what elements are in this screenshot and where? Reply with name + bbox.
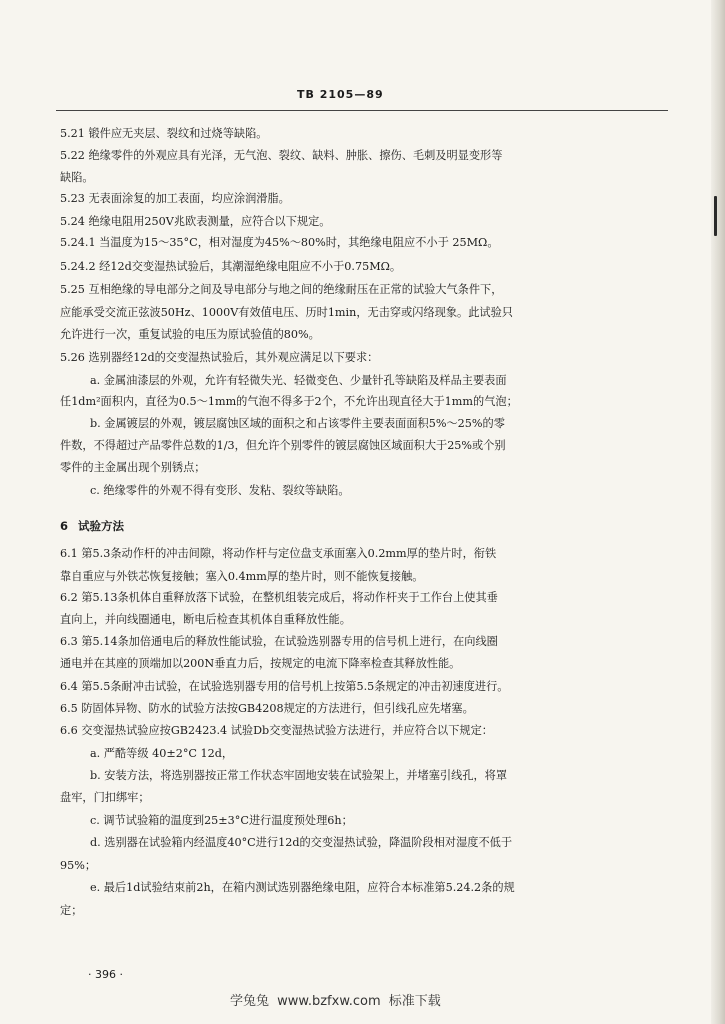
clause5-line: 5.25 互相绝缘的导电部分之间及导电部分与地之间的绝缘耐压在正常的试验大气条件下， (60, 283, 503, 296)
clause5-line: 5.24 绝缘电阻用250V兆欧表测量，应符合以下规定。 (60, 215, 331, 228)
clause6-line: 6.1 第5.3条动作杆的冲击间隙，将动作杆与定位盘支承面塞入0.2mm厚的垫片时，衔铁 (60, 547, 497, 560)
clause5-line: 5.22 绝缘零件的外观应具有光泽，无气泡、裂纹、缺料、肿胀、擦伤、毛刺及明显变形等 (60, 149, 503, 162)
footer-watermark: 学兔兔 www.bzfxw.com 标准下载 (230, 994, 441, 1009)
clause6-line: 6.6 交变湿热试验应按GB2423.4 试验Db交变湿热试验方法进行，并应符合以下规定： (60, 724, 493, 737)
clause5-line: 件数，不得超过产品零件总数的1/3，但允许个别零件的镀层腐蚀区域面积大于25%或个别 (60, 439, 506, 452)
clause5-line: a. 金属油漆层的外观，允许有轻微失光、轻微变色、少量针孔等缺陷及样品主要表面 (90, 374, 507, 387)
header-code: TB 2105—89 (297, 88, 384, 101)
clause5-line: b. 金属镀层的外观，镀层腐蚀区域的面积之和占该零件主要表面面积5%～25%的零 (90, 417, 505, 430)
clause6-line: 6.2 第5.13条机体自重释放落下试验，在整机组装完成后，将动作杆夹于工作台上使其垂 (60, 591, 498, 604)
page-number: · 396 · (88, 968, 123, 981)
clause5-line: 5.24.1 当温度为15～35°C，相对湿度为45%～80%时，其绝缘电阻应不小于 25MΩ。 (60, 236, 499, 249)
clause5-line: 缺陷。 (60, 171, 94, 184)
clause6-line: 盘牢，门扣绑牢； (60, 791, 150, 804)
clause6-line: 95%； (60, 859, 97, 872)
clause5-line: 应能承受交流正弦波50Hz、1000V有效值电压、历时1min，无击穿或闪络现象。此试验只 (60, 306, 513, 319)
section-number: 6 (60, 519, 69, 533)
clause6-line: a. 严酷等级 40±2°C 12d， (90, 747, 234, 760)
clause6-line: 定； (60, 904, 83, 917)
clause6-line: 6.4 第5.5条耐冲击试验，在试验选别器专用的信号机上按第5.5条规定的冲击初速度进行。 (60, 680, 509, 693)
clause6-line: 靠自重应与外铁芯恢复接触；塞入0.4mm厚的垫片时，则不能恢复接触。 (60, 570, 424, 583)
clause5-line: 零件的主金属出现个别锈点； (60, 461, 206, 474)
clause6-line: d. 选别器在试验箱内经温度40°C进行12d的交变湿热试验，降温阶段相对湿度不低于 (90, 836, 513, 849)
clause6-line: 6.5 防固体异物、防水的试验方法按GB4208规定的方法进行，但引线孔应先堵塞。 (60, 702, 474, 715)
clause5-line: 5.26 选别器经12d的交变湿热试验后，其外观应满足以下要求： (60, 351, 379, 364)
clause5-line: 5.24.2 经12d交变湿热试验后，其潮湿绝缘电阻应不小于0.75MΩ。 (60, 260, 402, 273)
clause5-line: 任1dm²面积内，直径为0.5～1mm的气泡不得多于2个，不允许出现直径大于1mm的气泡； (60, 395, 518, 408)
clause6-line: e. 最后1d试验结束前2h，在箱内测试选别器绝缘电阻，应符合本标准第5.24.2条的规 (90, 881, 515, 894)
header-rule (56, 110, 668, 111)
clause6-line: b. 安装方法，将选别器按正常工作状态牢固地安装在试验架上，并堵塞引线孔，将罩 (90, 769, 508, 782)
clause6-line: c. 调节试验箱的温度到25±3°C进行温度预处理6h； (90, 814, 353, 827)
clause5-line: 允许进行一次，重复试验的电压为原试验值的80%。 (60, 328, 320, 341)
clause5-line: c. 绝缘零件的外观不得有变形、发粘、裂纹等缺陷。 (90, 484, 350, 497)
clause6-line: 直向上，并向线圈通电，断电后检查其机体自重释放性能。 (60, 613, 351, 626)
clause5-line: 5.23 无表面涂复的加工表面，均应涂润滑脂。 (60, 192, 290, 205)
section-title: 试验方法 (78, 519, 125, 533)
edge-mark (714, 196, 717, 236)
clause6-line: 通电并在其座的顶端加以200N垂直力后，按规定的电流下降率检查其释放性能。 (60, 657, 461, 670)
section-6-title (60, 518, 134, 534)
clause6-line: 6.3 第5.14条加倍通电后的释放性能试验，在试验选别器专用的信号机上进行，在向线圈 (60, 635, 498, 648)
scan-edge (711, 0, 725, 1024)
clause5-line: 5.21 锻件应无夹层、裂纹和过烧等缺陷。 (60, 127, 268, 140)
